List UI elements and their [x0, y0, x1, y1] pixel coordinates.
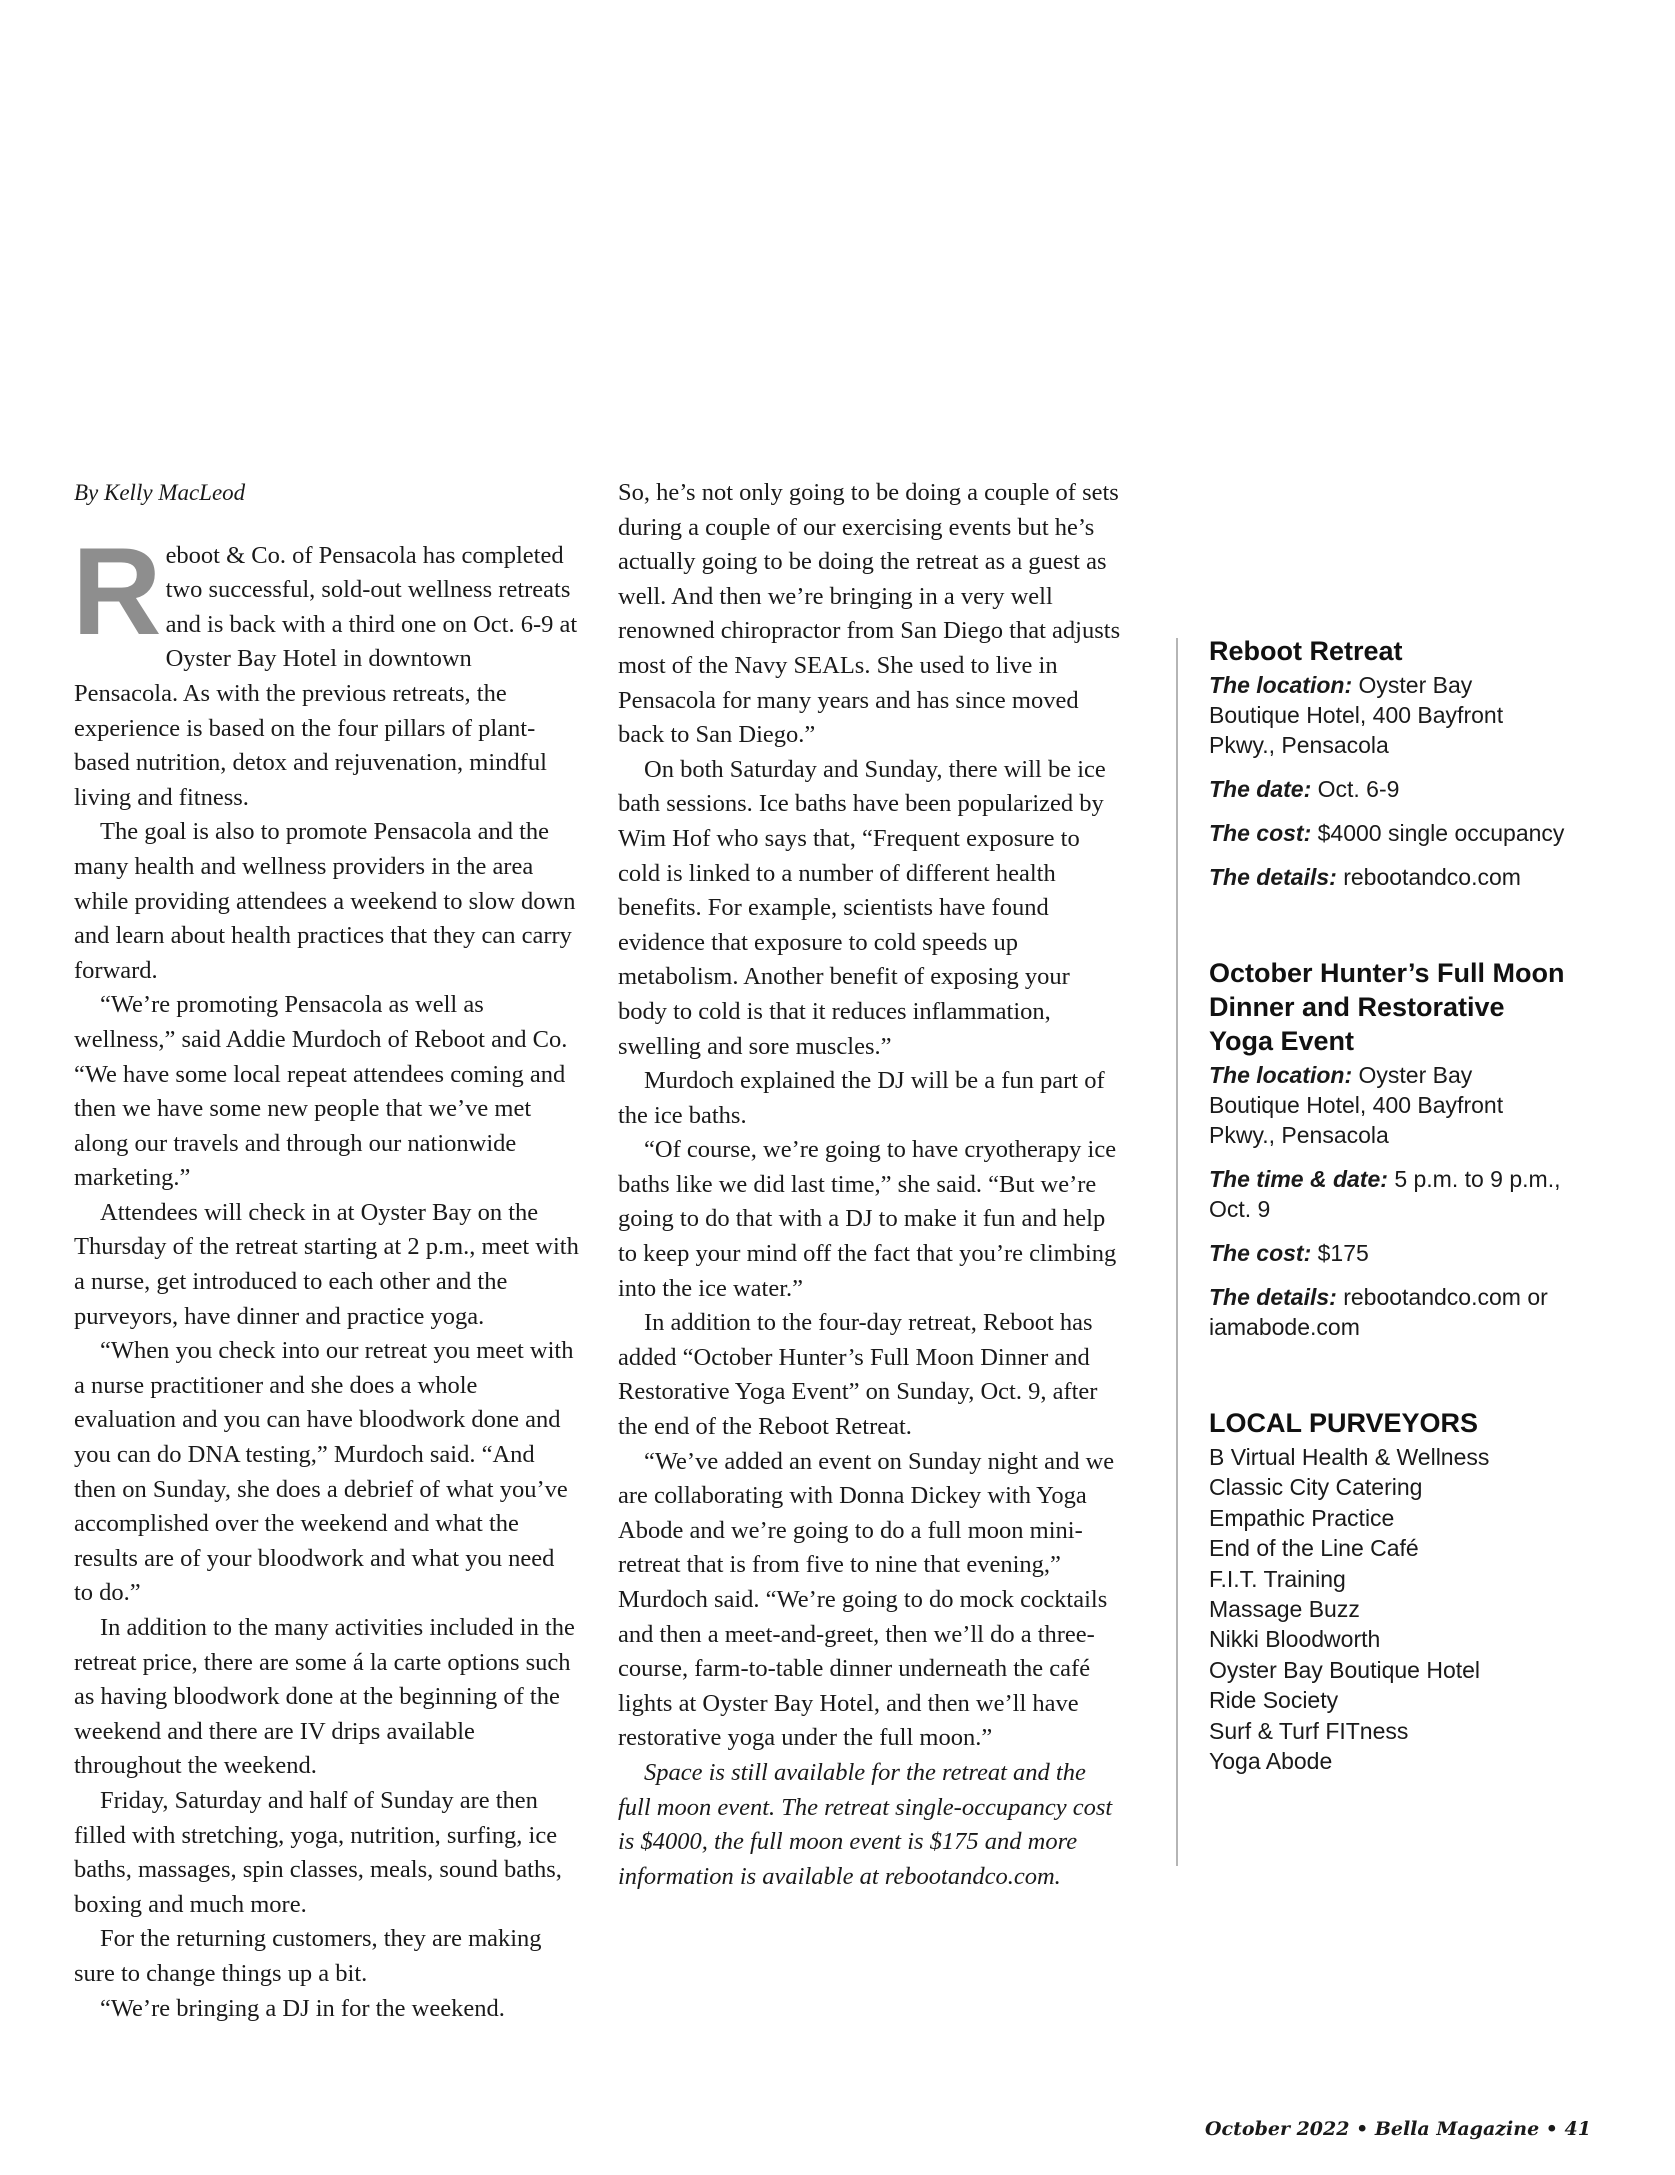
retreat-cost: The cost: $4000 single occupancy [1209, 820, 1565, 846]
purveyors-title: LOCAL PURVEYORS [1209, 1408, 1479, 1438]
article-paragraph: On both Saturday and Sunday, there will be ice bath sessions. Ice baths have been popularized by Wim Hof who says that, “Frequent exposure to cold is linked to a number of different health benefits. For example, scientists have found evidence that exposure to cold speeds up metabolism. Another benefit of exposing your body to cold is that it reduces inflammation, swelling and sore muscles.” [618, 755, 1106, 1060]
article-paragraph: “We’re promoting Pensacola as well as wellness,” said Addie Murdoch of Reboot and Co. “We have some local repeat attendees coming and then we have some new people that we’ve met along our travels and through our nationwide marketing.” [74, 991, 568, 1192]
byline: By Kelly MacLeod [74, 480, 246, 505]
article-paragraph: “When you check into our retreat you meet with a nurse practitioner and she does a whole evaluation and you can have bloodwork done and you can do DNA testing,” Murdoch said. “And then on Sunday, she does a debrief of what you’ve accomplished over the weekend and what the results are of your bloodwork and what you need to do.” [74, 1337, 574, 1607]
list-item: B Virtual Health & Wellness [1209, 1444, 1490, 1470]
list-item: Massage Buzz [1209, 1596, 1360, 1623]
event-location: The location: Oyster Bay Boutique Hotel, 400 Bayfront Pkwy., Pensacola [1209, 1062, 1504, 1148]
list-item: End of the Line Café [1209, 1535, 1419, 1562]
list-item: Surf & Turf FITness [1209, 1717, 1409, 1744]
page-footer: October 2022 • Bella Magazine • 41 [1205, 2118, 1591, 2140]
sidebar [1209, 634, 1569, 1840]
purveyors-box [1209, 1406, 1569, 1776]
list-item: Ride Society [1209, 1687, 1339, 1714]
article-paragraph: So, he’s not only going to be doing a couple of sets during a couple of our exercising events but he’s actually going to be doing the retreat as a guest as well. And then we’re bringing in a very well renowned chiropractor from San Diego that adjusts most of the Navy SEALs. She used to live in Pensacola for many years and has since moved back to San Diego.” [618, 479, 1121, 749]
drop-cap: R [72, 522, 162, 661]
list-item: Nikki Bloodworth [1209, 1626, 1381, 1653]
article-paragraph: In addition to the many activities included in the retreat price, there are some á la carte options such as having bloodwork done at the beginning of the weekend and there are IV drips available throughout the weekend. [74, 1614, 575, 1780]
article-paragraph: Friday, Saturday and half of Sunday are then filled with stretching, yoga, nutrition, surfing, ice baths, massages, spin classes, meals, sound baths, boxing and much more. [74, 1786, 562, 1918]
article-paragraph: “We’re bringing a DJ in for the weekend. [100, 1994, 505, 2022]
event-title: October Hunter’s Full Moon Dinner and Restorative Yoga Event [1209, 958, 1565, 1056]
list-item: Classic City Catering [1209, 1474, 1423, 1501]
article-paragraph: “We’ve added an event on Sunday night and we are collaborating with Donna Dickey with Yoga Abode and we’re going to do a full moon mini-retreat that is from five to nine that evening,” Murdoch said. “We’re going to do mock cocktails and then a meet-and-greet, then we’ll do a three-course, farm-to-table dinner underneath the café lights at Oyster Bay Hotel, and then we’ll have restorative yoga under the full moon.” [618, 1447, 1115, 1752]
article-column-2 [618, 476, 1123, 1894]
article-paragraph: “Of course, we’re going to have cryotherapy ice baths like we did last time,” she said. “But we’re going to do that with a DJ to make it fun and help to keep your mind off the fact that you’re climbing into the ice water.” [618, 1136, 1117, 1302]
retreat-date: The date: Oct. 6-9 [1209, 776, 1400, 802]
article-paragraph: Attendees will check in at Oyster Bay on the Thursday of the retreat starting at 2 p.m., meet with a nurse, get introduced to each other and the purveyors, have dinner and practice yoga. [74, 1198, 579, 1330]
article-paragraph: Murdoch explained the DJ will be a fun part of the ice baths. [618, 1067, 1105, 1129]
event-time: The time & date: 5 p.m. to 9 p.m., Oct. 9 [1209, 1166, 1561, 1222]
purveyors-list [1209, 1442, 1569, 1776]
list-item: Yoga Abode [1209, 1748, 1333, 1775]
sidebar-divider [1176, 638, 1178, 1866]
list-item: Empathic Practice [1209, 1504, 1395, 1531]
article-paragraph: In addition to the four-day retreat, Reboot has added “October Hunter’s Full Moon Dinner and Restorative Yoga Event” on Sunday, Oct. 9, after the end of the Reboot Retreat. [618, 1309, 1098, 1441]
article-paragraph: For the returning customers, they are making sure to change things up a bit. [74, 1925, 542, 1987]
retreat-info-box [1209, 634, 1569, 892]
article-paragraph: Reboot & Co. of Pensacola has completed two successful, sold-out wellness retreats and is back with a third one on Oct. 6-9 at Oyster Bay Hotel in downtown Pensacola. As with the previous retreats, the experience is based on the four pillars of plant-based nutrition, detox and rejuvenation, mindful living and fitness. [72, 522, 578, 811]
list-item: Oyster Bay Boutique Hotel [1209, 1656, 1481, 1683]
retreat-details: The details: rebootandco.com [1209, 864, 1521, 890]
event-cost: The cost: $175 [1209, 1240, 1369, 1266]
retreat-title: Reboot Retreat [1209, 636, 1403, 666]
event-info-box [1209, 956, 1569, 1342]
article-paragraph: The goal is also to promote Pensacola and the many health and wellness providers in the area while providing attendees a weekend to slow down and learn about health practices that they can carry forward. [74, 818, 576, 984]
article-column-1 [74, 476, 579, 2026]
event-details: The details: rebootandco.com or iamabode.com [1209, 1284, 1548, 1340]
list-item: F.I.T. Training [1209, 1565, 1346, 1592]
retreat-location: The location: Oyster Bay Boutique Hotel, 400 Bayfront Pkwy., Pensacola [1209, 672, 1504, 758]
closing-note: Space is still available for the retreat and the full moon event. The retreat single-occupancy cost is $4000, the full moon event is $175 and more information is available at rebootandco.com. [618, 1758, 1113, 1890]
